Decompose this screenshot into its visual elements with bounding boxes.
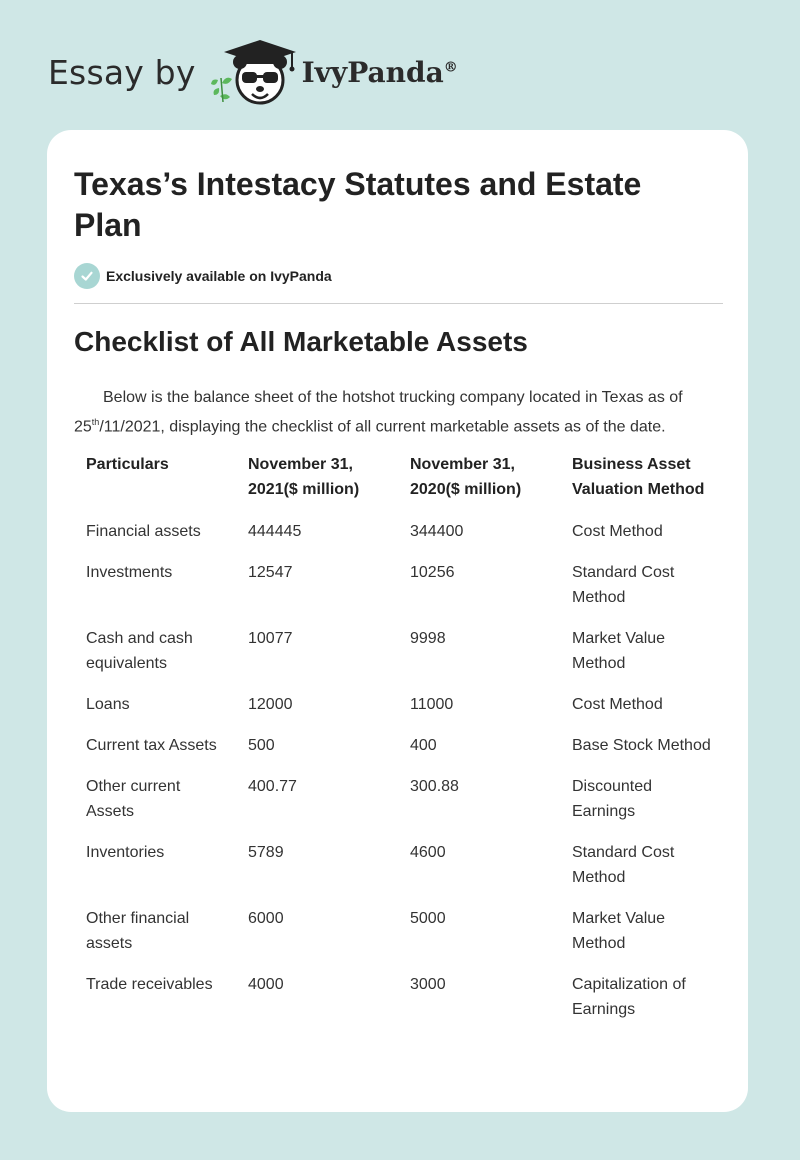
- brand-prefix: Essay by: [48, 52, 196, 92]
- column-header: Business Asset Valuation Method: [572, 456, 705, 498]
- assets-table: [74, 449, 724, 1035]
- table-cell: 444445: [248, 523, 302, 540]
- table-row: [74, 689, 724, 730]
- table-cell: 9998: [410, 630, 446, 647]
- table-cell: 11000: [410, 696, 454, 713]
- table-row: [74, 969, 724, 1035]
- table-cell: Base Stock Method: [572, 737, 711, 754]
- table-cell: Trade receivables: [86, 976, 213, 993]
- brand-name: IvyPanda®: [301, 55, 458, 89]
- table-cell: Standard Cost Method: [572, 844, 675, 886]
- table-cell: 344400: [410, 523, 464, 540]
- divider: [74, 303, 723, 304]
- intro-paragraph: Below is the balance sheet of the hotshot trucking company located in Texas as of 25th/11/2021, displaying the checklist of all current marketable assets as of the date.: [74, 389, 683, 436]
- table-cell: 3000: [410, 976, 446, 993]
- check-circle-icon: [74, 263, 100, 289]
- section-title: Checklist of All Marketable Assets: [74, 326, 528, 357]
- table-row: [74, 623, 724, 689]
- column-header: Particulars: [86, 456, 169, 473]
- table-row: [74, 903, 724, 969]
- table-cell: Other current Assets: [86, 778, 181, 820]
- table-cell: Inventories: [86, 844, 165, 861]
- table-cell: 10077: [248, 630, 293, 647]
- table-cell: Cost Method: [572, 696, 663, 713]
- table-row: [74, 771, 724, 837]
- table-cell: Discounted Earnings: [572, 778, 653, 820]
- brand-logo[interactable]: [48, 36, 458, 108]
- column-header: November 31, 2021($ million): [248, 456, 360, 498]
- table-row: [74, 516, 724, 557]
- table-cell: 4600: [410, 844, 446, 861]
- table-cell: Market Value Method: [572, 910, 666, 952]
- table-cell: 500: [248, 737, 275, 754]
- table-cell: 12000: [248, 696, 293, 713]
- table-cell: Standard Cost Method: [572, 564, 675, 606]
- table-cell: 300.88: [410, 778, 459, 795]
- table-cell: 12547: [248, 564, 293, 581]
- table-cell: 5789: [248, 844, 284, 861]
- table-cell: Cost Method: [572, 523, 663, 540]
- table-cell: Other financial assets: [86, 910, 190, 952]
- table-row: [74, 837, 724, 903]
- table-cell: Current tax Assets: [86, 737, 217, 754]
- table-row: [74, 557, 724, 623]
- table-cell: 400.77: [248, 778, 297, 795]
- page-title: Texas’s Intestacy Statutes and Estate Plan: [74, 166, 642, 243]
- exclusive-badge: [74, 263, 332, 289]
- table-cell: Financial assets: [86, 523, 201, 540]
- table-cell: 10256: [410, 564, 455, 581]
- table-cell: Investments: [86, 564, 173, 581]
- table-cell: Cash and cash equivalents: [86, 630, 193, 672]
- table-row: [74, 730, 724, 771]
- table-cell: 400: [410, 737, 437, 754]
- panda-graduate-icon: [210, 36, 300, 108]
- table-cell: Market Value Method: [572, 630, 666, 672]
- table-cell: Loans: [86, 696, 130, 713]
- table-cell: 6000: [248, 910, 284, 927]
- table-cell: 4000: [248, 976, 284, 993]
- table-cell: Capitalization of Earnings: [572, 976, 686, 1018]
- badge-label: Exclusively available on IvyPanda: [106, 268, 332, 284]
- table-header-row: [74, 449, 724, 516]
- column-header: November 31, 2020($ million): [410, 456, 522, 498]
- table-cell: 5000: [410, 910, 446, 927]
- article-card: [47, 130, 748, 1112]
